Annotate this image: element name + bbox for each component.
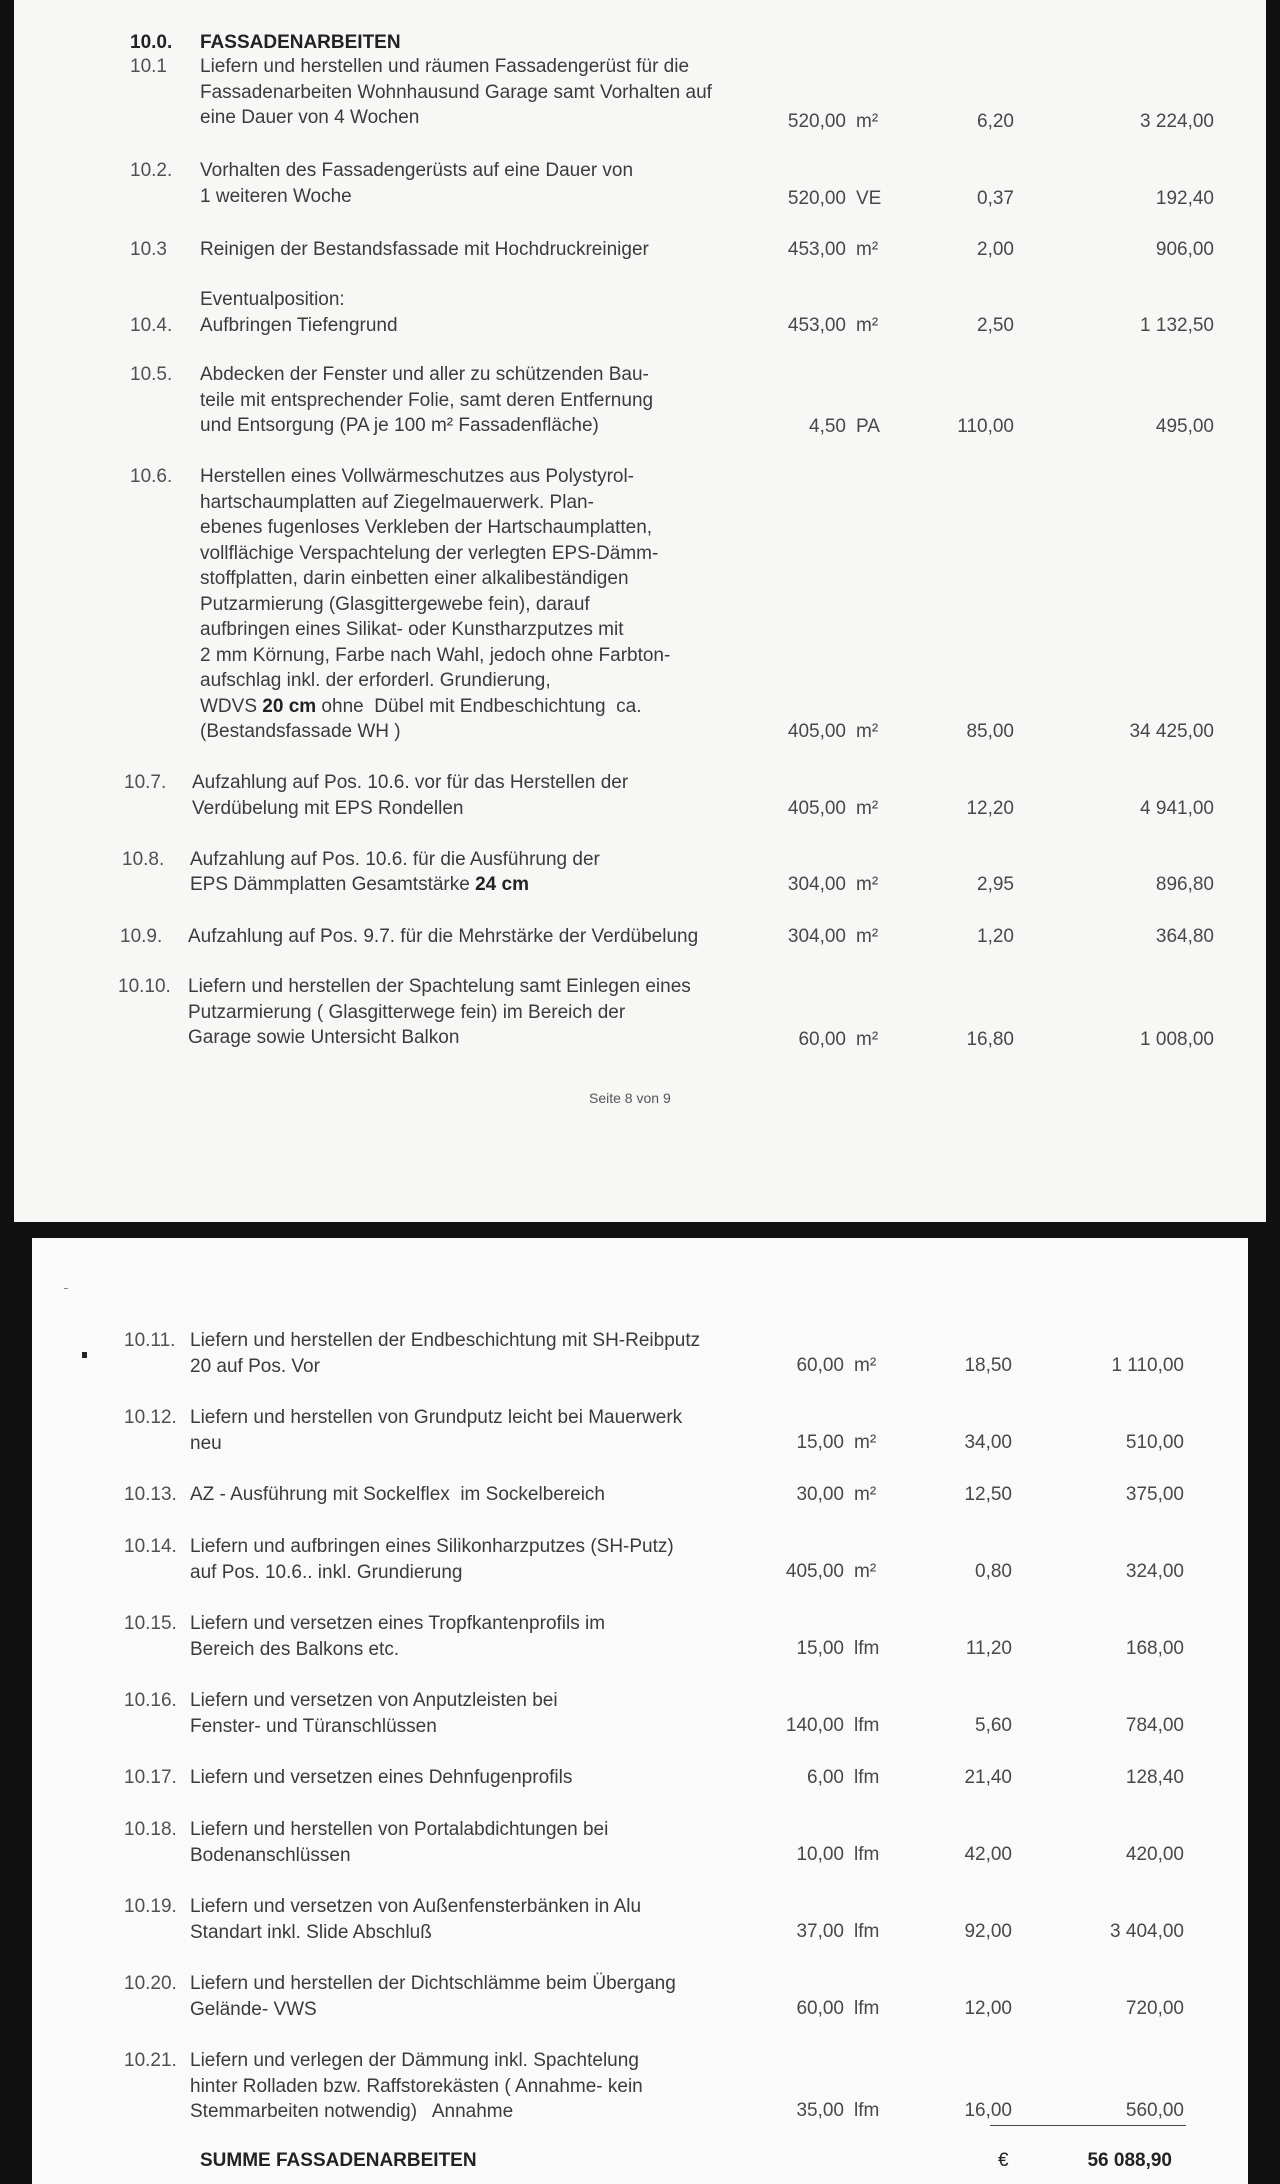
unit: m² (856, 315, 879, 336)
scan-dot (82, 1352, 87, 1358)
document-page-9 (32, 1238, 1248, 2184)
document-page-8 (14, 0, 1266, 1222)
unit-price: 110,00 (957, 416, 1014, 437)
quantity: 520,00 (787, 188, 846, 209)
unit: lfm (854, 1998, 880, 2019)
page-footer: Seite 8 von 9 (589, 1090, 671, 1106)
unit-price: 16,80 (966, 1029, 1014, 1050)
quantity: 15,00 (796, 1638, 844, 1659)
position-number: 10.20. (124, 1973, 177, 1994)
unit: lfm (854, 1715, 880, 1736)
sum-label: SUMME FASSADENARBEITEN (200, 2150, 477, 2171)
line-total: 784,00 (1125, 1715, 1184, 1736)
position-description: Aufzahlung auf Pos. 10.6. vor für das Herstellen der Verdübelung mit EPS Rondellen (192, 772, 629, 819)
position-number: 10.8. (122, 849, 165, 870)
quantity: 304,00 (787, 926, 846, 947)
position-number: 10.19. (124, 1896, 177, 1917)
unit-price: 12,00 (964, 1998, 1012, 2019)
position-description: Liefern und herstellen von Grundputz leicht bei Mauerwerk neu (190, 1407, 683, 1454)
unit-price: 1,20 (977, 926, 1014, 947)
unit: m² (854, 1561, 877, 1582)
position-number: 10.21. (124, 2050, 177, 2071)
position-number: 10.9. (120, 926, 163, 947)
line-total: 420,00 (1125, 1844, 1184, 1865)
section-title: FASSADENARBEITEN (200, 32, 401, 53)
position-description: Liefern und herstellen und räumen Fassadengerüst für die Fassadenarbeiten Wohnhausund Garage samt Vorhalten auf eine Dauer von 4 Wochen (200, 56, 712, 128)
quantity: 60,00 (796, 1355, 844, 1376)
position-description: Herstellen eines Vollwärmeschutzes aus Polystyrol- hartschaumplatten auf Ziegelmauerwerk. Plan- ebenes fugenloses Verkleben der Hartschaumplatten, vollflächige Verspachtelung der verlegten EPS-Dämm- stoffplatten, darin einbetten einer alkalibeständigen Putzarmierung (Glasgittergewebe fein), darauf aufbringen eines Silikat- oder Kunstharzputzes mit 2 mm Körnung, Farbe nach Wahl, jedoch ohne Farbton- aufschlag inkl. der erforderl. Grundierung, (200, 466, 671, 691)
quantity: 15,00 (796, 1432, 844, 1453)
position-description: Liefern und versetzen eines Tropfkantenprofils im Bereich des Balkons etc. (190, 1613, 606, 1660)
position-description: Reinigen der Bestandsfassade mit Hochdruckreiniger (200, 239, 649, 260)
position-description: Aufbringen Tiefengrund (200, 315, 398, 336)
quantity: 60,00 (796, 1998, 844, 2019)
currency-symbol: € (998, 2150, 1009, 2171)
position-description: Liefern und herstellen der Dichtschlämme beim Übergang Gelände- VWS (190, 1973, 676, 2020)
unit: m² (854, 1432, 877, 1453)
unit: lfm (854, 1844, 880, 1865)
position-number: 10.11. (124, 1330, 176, 1351)
position-description-line: WDVS 20 cm ohne Dübel mit Endbeschichtung ca. (200, 696, 642, 717)
position-number: 10.7. (124, 772, 167, 793)
quantity: 140,00 (785, 1715, 844, 1736)
position-number: 10.10. (118, 976, 171, 997)
eventual-position-label: Eventualposition: (200, 289, 345, 310)
line-total: 720,00 (1125, 1998, 1184, 2019)
unit: m² (856, 1029, 879, 1050)
line-total: 128,40 (1125, 1767, 1184, 1788)
line-total: 1 132,50 (1140, 315, 1214, 336)
unit: lfm (854, 1767, 880, 1788)
scan-mark (64, 1288, 68, 1289)
line-total: 510,00 (1125, 1432, 1184, 1453)
position-number: 10.13. (124, 1484, 177, 1505)
position-number: 10.18. (124, 1819, 177, 1840)
line-total: 906,00 (1155, 239, 1214, 260)
sum-total: 56 088,90 (1087, 2150, 1172, 2171)
unit: m² (856, 926, 879, 947)
quantity: 520,00 (787, 111, 846, 132)
line-total: 324,00 (1125, 1561, 1184, 1582)
position-description-line: EPS Dämmplatten Gesamtstärke 24 cm (190, 874, 529, 895)
position-description: AZ - Ausführung mit Sockelflex im Sockelbereich (190, 1484, 606, 1505)
position-description: Liefern und versetzen von Anputzleisten bei Fenster- und Türanschlüssen (190, 1690, 558, 1737)
position-description: Liefern und verlegen der Dämmung inkl. Spachtelung hinter Rolladen bzw. Raffstorekästen ( Annahme- kein Stemmarbeiten notwendig) Annahme (190, 2050, 643, 2122)
quantity: 30,00 (796, 1484, 844, 1505)
position-number: 10.15. (124, 1613, 177, 1634)
unit-price: 11,20 (965, 1638, 1012, 1659)
unit-price: 85,00 (966, 721, 1014, 742)
quantity: 60,00 (798, 1029, 846, 1050)
line-total: 1 110,00 (1111, 1355, 1184, 1376)
position-number: 10.17. (124, 1767, 177, 1788)
position-description: Abdecken der Fenster und aller zu schützenden Bau- teile mit entsprechender Folie, samt deren Entfernung und Entsorgung (PA je 100 m² Fassadenfläche) (200, 364, 654, 436)
unit-price: 92,00 (964, 1921, 1012, 1942)
line-total: 896,80 (1155, 874, 1214, 895)
position-description: Liefern und aufbringen eines Silikonharzputzes (SH-Putz) auf Pos. 10.6.. inkl. Grundierung (190, 1536, 674, 1583)
quantity: 35,00 (796, 2100, 844, 2121)
line-total: 3 224,00 (1140, 111, 1214, 132)
position-number: 10.14. (124, 1536, 177, 1557)
insulation-thickness: 20 cm (262, 696, 317, 717)
unit-price: 16,00 (964, 2100, 1012, 2121)
line-total: 192,40 (1155, 188, 1214, 209)
position-number: 10.16. (124, 1690, 177, 1711)
unit: m² (856, 239, 879, 260)
unit-price: 0,80 (975, 1561, 1012, 1582)
position-number: 10.12. (124, 1407, 177, 1428)
unit-price: 12,20 (966, 798, 1014, 819)
unit-price: 18,50 (964, 1355, 1012, 1376)
line-total: 495,00 (1155, 416, 1214, 437)
unit-price: 5,60 (975, 1715, 1012, 1736)
unit: VE (856, 188, 882, 209)
unit-price: 2,50 (977, 315, 1014, 336)
line-total: 34 425,00 (1129, 721, 1214, 742)
line-total: 3 404,00 (1110, 1921, 1184, 1942)
position-number: 10.3 (130, 239, 167, 260)
unit-price: 42,00 (964, 1844, 1012, 1865)
position-description: Liefern und herstellen der Endbeschichtung mit SH-Reibputz 20 auf Pos. Vor (190, 1330, 701, 1377)
quantity: 4,50 (809, 416, 846, 437)
line-total: 168,00 (1125, 1638, 1184, 1659)
quantity: 405,00 (787, 721, 846, 742)
position-number: 10.6. (130, 466, 173, 487)
line-total: 560,00 (1125, 2100, 1184, 2121)
line-total: 1 008,00 (1140, 1029, 1214, 1050)
insulation-total-thickness: 24 cm (475, 874, 529, 895)
unit: PA (856, 416, 880, 437)
unit-price: 12,50 (964, 1484, 1012, 1505)
unit: m² (854, 1484, 877, 1505)
position-description: Liefern und herstellen von Portalabdichtungen bei Bodenanschlüssen (190, 1819, 609, 1866)
quantity: 304,00 (787, 874, 846, 895)
position-description: Aufzahlung auf Pos. 9.7. für die Mehrstärke der Verdübelung (188, 926, 699, 947)
quantity: 6,00 (807, 1767, 844, 1788)
unit: m² (856, 798, 879, 819)
quantity: 453,00 (787, 315, 846, 336)
unit-price: 0,37 (977, 188, 1014, 209)
position-number: 10.2. (130, 160, 173, 181)
unit: lfm (854, 1638, 880, 1659)
unit: m² (856, 111, 879, 132)
unit: m² (856, 721, 879, 742)
position-description-line: (Bestandsfassade WH ) (200, 721, 401, 742)
position-description: Liefern und versetzen eines Dehnfugenprofils (190, 1767, 573, 1788)
position-number: 10.4. (130, 315, 173, 336)
unit-price: 2,00 (977, 239, 1014, 260)
position-description: Vorhalten des Fassadengerüsts auf eine Dauer von 1 weiteren Woche (200, 160, 634, 207)
unit: m² (854, 1355, 877, 1376)
unit: lfm (854, 1921, 880, 1942)
quantity: 10,00 (796, 1844, 844, 1865)
line-total: 4 941,00 (1140, 798, 1214, 819)
position-description: Liefern und herstellen der Spachtelung samt Einlegen eines Putzarmierung ( Glasgitterwege fein) im Bereich der Garage sowie Untersicht Balkon (188, 976, 691, 1048)
sum-underline (990, 2125, 1186, 2126)
quantity: 405,00 (785, 1561, 844, 1582)
unit-price: 6,20 (977, 111, 1014, 132)
unit: m² (856, 874, 879, 895)
position-number: 10.1 (130, 56, 167, 77)
section-number: 10.0. (130, 32, 173, 53)
unit-price: 2,95 (977, 874, 1014, 895)
quantity: 37,00 (796, 1921, 844, 1942)
unit-price: 34,00 (964, 1432, 1012, 1453)
line-total: 364,80 (1155, 926, 1214, 947)
unit-price: 21,40 (964, 1767, 1012, 1788)
quantity: 405,00 (787, 798, 846, 819)
position-number: 10.5. (130, 364, 173, 385)
line-total: 375,00 (1125, 1484, 1184, 1505)
quantity: 453,00 (787, 239, 846, 260)
unit: lfm (854, 2100, 880, 2121)
position-description: Liefern und versetzen von Außenfensterbänken in Alu Standart inkl. Slide Abschluß (190, 1896, 642, 1943)
position-description: Aufzahlung auf Pos. 10.6. für die Ausführung der (190, 849, 600, 870)
